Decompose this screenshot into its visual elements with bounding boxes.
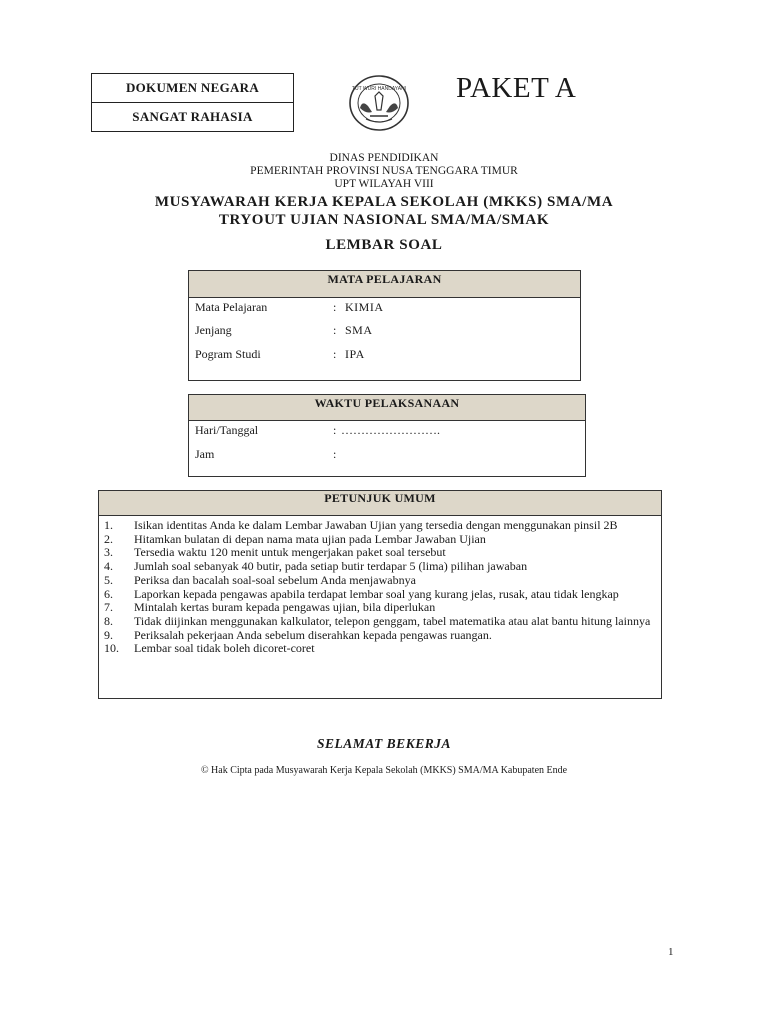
date-sep: : [333, 423, 337, 437]
schedule-table-heading: WAKTU PELAKSANAAN [189, 395, 585, 421]
list-item: 7. Mintalah kertas buram kepada pengawas ujian, bila diperlukan [104, 600, 436, 615]
page-number: 1 [668, 946, 674, 958]
list-item: 3. Tersedia waktu 120 menit untuk mengerjakan paket soal tersebut [104, 545, 446, 560]
logo-text: TUT WURI HANDAYANI [351, 86, 407, 92]
time-sep: : [333, 447, 337, 461]
list-item: 6. Laporkan kepada pengawas apabila terdapat lembar soal yang kurang jelas, rusak, atau tidak lengkap [104, 586, 619, 601]
subject-label: Mata Pelajaran [195, 300, 268, 314]
doc-classification-label: DOKUMEN NEGARA [125, 80, 260, 95]
title-mkks: MUSYAWARAH KERJA KEPALA SEKOLAH (MKKS) SMA/MA [154, 194, 614, 210]
instructions-heading: PETUNJUK UMUM [99, 491, 661, 516]
subject-value: KIMIA [345, 300, 384, 314]
title-tryout: TRYOUT UJIAN NASIONAL SMA/MA/SMAK [218, 212, 550, 228]
subject-table [188, 270, 581, 381]
closing-greeting: SELAMAT BEKERJA [317, 736, 451, 751]
list-item: 5. Periksa dan bacalah soal-soal sebelum Anda menjawabnya [104, 572, 416, 587]
program-sep: : [333, 347, 337, 361]
classification-box [91, 73, 294, 132]
date-label: Hari/Tanggal [195, 423, 259, 437]
copyright-note: © Hak Cipta pada Musyawarah Kerja Kepala Sekolah (MKKS) SMA/MA Kabupaten Ende [200, 765, 568, 776]
list-item: 10. Lembar soal tidak boleh dicoret-coret [104, 641, 315, 656]
level-label: Jenjang [195, 323, 232, 337]
date-value: ……………………. [341, 423, 440, 437]
list-item: 8. Tidak diijinkan menggunakan kalkulator, telepon genggam, tabel matematika atau alat bantu hitung lainnya [104, 613, 651, 628]
package-label: PAKET A [456, 72, 577, 104]
agency-line-3: UPT WILAYAH VIII [334, 178, 434, 190]
time-label: Jam [195, 447, 215, 461]
subject-sep: : [333, 300, 337, 314]
secrecy-label: SANGAT RAHASIA [92, 102, 293, 131]
list-item: 9. Periksalah pekerjaan Anda sebelum diserahkan kepada pengawas ruangan. [104, 627, 492, 642]
level-value: SMA [345, 323, 373, 337]
level-sep: : [333, 323, 337, 337]
tut-wuri-handayani-logo [348, 74, 410, 132]
schedule-table [188, 394, 586, 477]
agency-line-2: PEMERINTAH PROVINSI NUSA TENGGARA TIMUR [250, 165, 518, 177]
program-value: IPA [345, 347, 365, 361]
subject-table-heading: MATA PELAJARAN [189, 271, 580, 298]
page-title: LEMBAR SOAL [325, 237, 443, 253]
list-item: 4. Jumlah soal sebanyak 40 butir, pada setiap butir terdapar 5 (lima) pilihan jawaban [104, 559, 528, 574]
list-item: 2. Hitamkan bulatan di depan nama mata ujian pada Lembar Jawaban Ujian [104, 531, 486, 546]
instructions-table [98, 490, 662, 699]
agency-line-1: DINAS PENDIDIKAN [329, 152, 439, 164]
instructions-list [99, 519, 655, 656]
list-item: 1. Isikan identitas Anda ke dalam Lembar Jawaban Ujian yang tersedia dengan menggunakan pinsil 2B [104, 518, 618, 532]
program-label: Pogram Studi [195, 347, 261, 361]
